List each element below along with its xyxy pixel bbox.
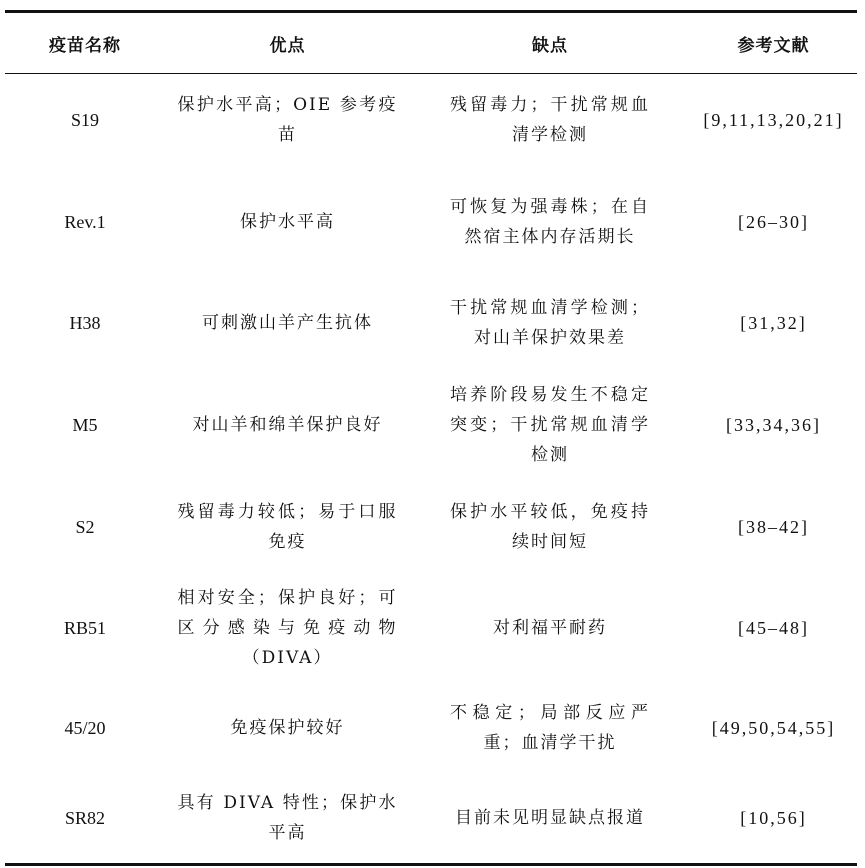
vaccine-table-body [5,74,857,863]
advantages-cell [165,573,410,683]
references-text: [49,50,54,55] [711,718,836,738]
vaccine-name: H38 [69,313,101,333]
advantages-cell [165,481,410,573]
disadvantages-text: 可恢复为强毒株；在自然宿主体内存活期长 [450,196,650,247]
disadvantages-text: 保护水平较低，免疫持续时间短 [450,502,650,552]
references-text: [9,11,13,20,21] [703,110,844,130]
bottom-rule [5,863,857,866]
header-vaccine-name: 疫苗名称 [49,35,121,56]
references-text: [33,34,36] [726,415,821,435]
disadvantages-cell [410,481,690,573]
table-row [5,481,857,573]
disadvantages-cell [410,74,690,166]
vaccine-name: M5 [72,415,98,435]
advantages-cell [165,74,410,166]
advantages-text: 相对安全；保护良好；可区分感染与免疫动物（DIVA） [177,588,398,668]
disadvantages-text: 目前未见明显缺点报道 [455,808,645,828]
vaccine-name: S19 [70,110,99,130]
references-cell [690,74,857,166]
references-cell [690,481,857,573]
table-row [5,573,857,683]
vaccine-name: 45/20 [64,718,106,738]
references-cell [690,573,857,683]
advantages-cell [165,683,410,773]
references-cell [690,369,857,481]
references-text: [45–48] [738,618,809,638]
vaccine-table-container [5,10,857,866]
advantages-text: 可刺激山羊产生抗体 [202,313,373,333]
vaccine-name: SR82 [64,808,106,828]
table-row [5,74,857,166]
disadvantages-cell [410,369,690,481]
references-text: [31,32] [740,313,807,333]
references-cell [690,773,857,863]
disadvantages-text: 干扰常规血清学检测；对山羊保护效果差 [450,298,650,348]
vaccine-name: S2 [75,517,95,537]
table-row [5,773,857,863]
table-header [5,13,857,73]
disadvantages-text: 培养阶段易发生不稳定突变；干扰常规血清学检测 [450,385,650,465]
advantages-cell [165,166,410,277]
advantages-text: 免疫保护较好 [230,718,345,738]
advantages-cell [165,773,410,863]
advantages-cell [165,277,410,369]
table-row [5,166,857,277]
table-row [5,683,857,773]
references-text: [10,56] [740,808,807,828]
disadvantages-cell [410,573,690,683]
advantages-text: 保护水平高 [240,211,335,232]
references-text: [38–42] [738,517,809,537]
header-references: 参考文献 [737,35,810,56]
references-cell [690,277,857,369]
vaccine-name: RB51 [63,618,106,638]
disadvantages-cell [410,773,690,863]
header-advantages: 优点 [269,35,306,56]
vaccine-comparison-table [5,13,857,73]
disadvantages-cell [410,277,690,369]
references-cell [690,683,857,773]
disadvantages-text: 不稳定；局部反应严重；血清学干扰 [450,703,650,753]
disadvantages-text: 残留毒力；干扰常规血清学检测 [450,95,650,145]
references-text: [26–30] [738,211,809,232]
header-disadvantages: 缺点 [532,35,568,56]
advantages-text: 对山羊和绵羊保护良好 [192,415,383,435]
references-cell [690,166,857,277]
advantages-cell [165,369,410,481]
disadvantages-cell [410,683,690,773]
table-row [5,277,857,369]
advantages-text: 具有 DIVA 特性；保护水平高 [177,793,398,843]
table-row [5,369,857,481]
disadvantages-text: 对利福平耐药 [493,618,607,638]
advantages-text: 保护水平高；OIE 参考疫苗 [177,95,398,145]
header-row [5,13,857,73]
disadvantages-cell [410,166,690,277]
advantages-text: 残留毒力较低；易于口服免疫 [177,502,398,552]
vaccine-name: Rev.1 [64,211,106,232]
